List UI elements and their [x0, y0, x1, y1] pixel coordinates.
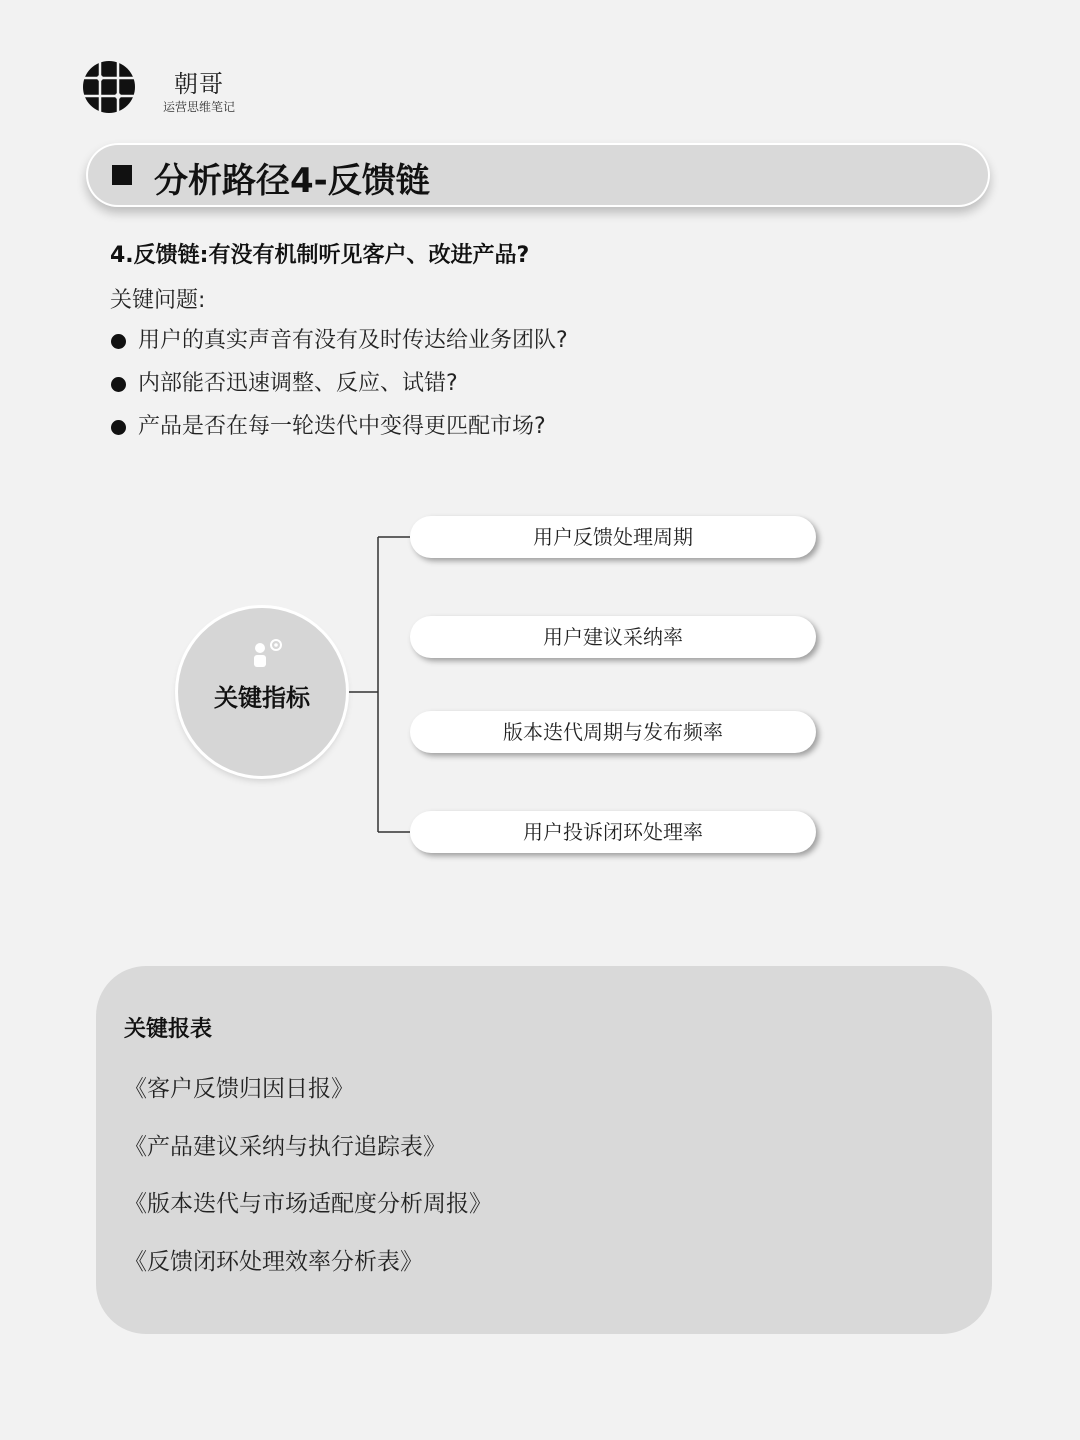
section-question: 4.反馈链:有没有机制听见客户、改进产品?	[110, 243, 530, 268]
person-gear-icon	[250, 638, 286, 668]
report-item: 《版本迭代与市场适配度分析周报》	[124, 1191, 492, 1217]
metric-pill: 用户投诉闭环处理率	[410, 811, 816, 853]
metric-pill: 用户反馈处理周期	[410, 516, 816, 558]
list-item-text: 内部能否迅速调整、反应、试错?	[138, 371, 458, 396]
page-title-bar	[86, 143, 990, 207]
bullet-dot-icon	[111, 334, 126, 349]
key-questions-label: 关键问题:	[110, 288, 206, 313]
key-questions-list	[110, 325, 568, 454]
page-title: 分析路径4-反馈链	[154, 161, 430, 201]
metric-pill: 版本迭代周期与发布频率	[410, 711, 816, 753]
report-item: 《反馈闭环处理效率分析表》	[124, 1249, 423, 1275]
list-item	[110, 325, 568, 368]
report-item: 《客户反馈归因日报》	[124, 1076, 354, 1102]
brand-subtitle: 运营思维笔记	[163, 100, 236, 114]
brand-name: 朝哥	[174, 70, 224, 98]
list-item	[110, 411, 568, 454]
square-bullet-icon	[112, 165, 132, 185]
list-item	[110, 368, 568, 411]
bullet-dot-icon	[111, 377, 126, 392]
key-metrics-label: 关键指标	[214, 684, 310, 712]
bullet-dot-icon	[111, 420, 126, 435]
brand-header	[82, 60, 282, 120]
key-metrics-hub	[178, 608, 346, 776]
report-item: 《产品建议采纳与执行追踪表》	[124, 1134, 446, 1160]
key-reports-title: 关键报表	[124, 1017, 213, 1042]
grid-globe-icon	[82, 60, 136, 114]
list-item-text: 产品是否在每一轮迭代中变得更匹配市场?	[138, 414, 546, 439]
key-reports-panel	[96, 966, 992, 1334]
metric-pill: 用户建议采纳率	[410, 616, 816, 658]
list-item-text: 用户的真实声音有没有及时传达给业务团队?	[138, 328, 568, 353]
